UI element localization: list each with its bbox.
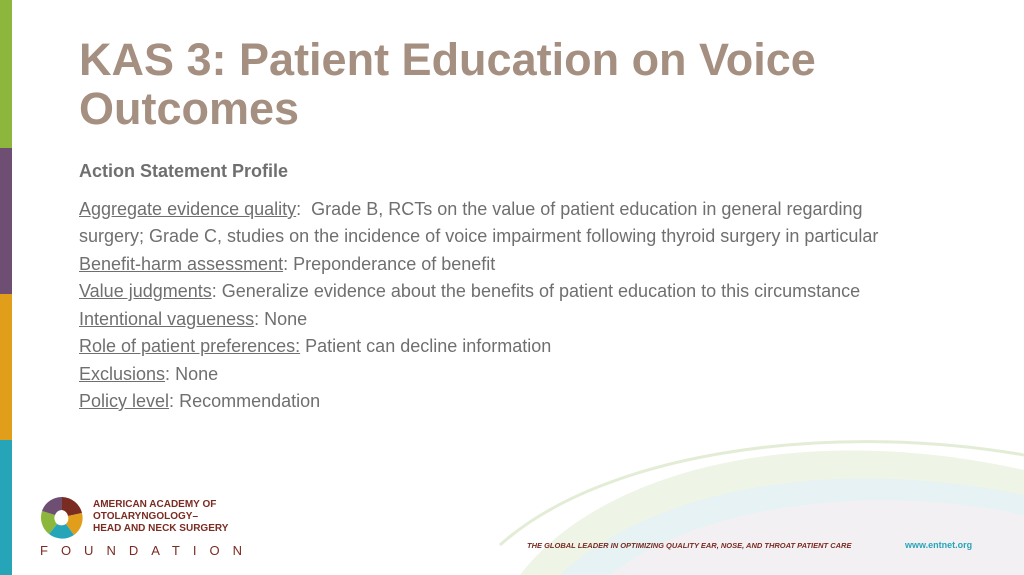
item-separator: : bbox=[211, 281, 217, 301]
item-separator: : bbox=[296, 199, 302, 219]
item-text: Preponderance of benefit bbox=[288, 253, 496, 274]
item-term: Intentional vagueness bbox=[79, 308, 255, 329]
org-line: HEAD AND NECK SURGERY bbox=[93, 523, 229, 534]
item-term: Value judgments bbox=[79, 281, 212, 301]
website-link[interactable]: www.entnet.org bbox=[905, 540, 973, 550]
item-text: Generalize evidence about the benefits of patient education to this circumstance bbox=[216, 281, 861, 301]
item-term: Benefit-harm assessment bbox=[79, 253, 284, 274]
list-item-policy-level bbox=[79, 388, 899, 415]
foundation-wordmark: FOUNDATION bbox=[40, 543, 255, 558]
item-separator: : bbox=[254, 308, 260, 329]
item-text: None bbox=[259, 308, 308, 329]
item-separator: : bbox=[165, 363, 171, 384]
item-text: None bbox=[170, 363, 219, 384]
list-item-patient-preferences bbox=[79, 333, 899, 360]
item-term: Aggregate evidence quality bbox=[79, 199, 297, 219]
item-term: Policy level bbox=[79, 391, 170, 411]
list-item-benefit-harm bbox=[79, 251, 899, 278]
item-separator: : bbox=[169, 391, 175, 411]
list-item-value-judgments bbox=[79, 278, 899, 305]
section-subtitle: Action Statement Profile bbox=[79, 161, 289, 181]
list-item-exclusions bbox=[79, 361, 899, 388]
org-line: AMERICAN ACADEMY OF bbox=[93, 499, 217, 510]
list-item-aggregate-evidence bbox=[79, 196, 899, 250]
statement-profile-list bbox=[79, 196, 899, 416]
organization-name bbox=[93, 499, 228, 535]
item-term: Exclusions bbox=[79, 363, 166, 384]
list-item-intentional-vagueness bbox=[79, 306, 899, 333]
item-separator: : bbox=[283, 253, 289, 274]
item-text: Recommendation bbox=[174, 391, 321, 411]
aao-hns-logo-icon bbox=[38, 494, 86, 542]
item-text: Patient can decline information bbox=[300, 336, 552, 356]
slide-title: KAS 3: Patient Education on Voice Outcomes bbox=[79, 34, 816, 134]
org-line: OTOLARYNGOLOGY– bbox=[93, 511, 199, 522]
footer-tagline: THE GLOBAL LEADER IN OPTIMIZING QUALITY EAR, NOSE, AND THROAT PATIENT CARE bbox=[527, 541, 852, 550]
item-term: Role of patient preferences: bbox=[79, 336, 301, 356]
item-text: Grade B, RCTs on the value of patient education in general regarding surgery; Grade C, studies on the incidence of voice impairment following thyroid surgery in particular bbox=[79, 199, 879, 246]
